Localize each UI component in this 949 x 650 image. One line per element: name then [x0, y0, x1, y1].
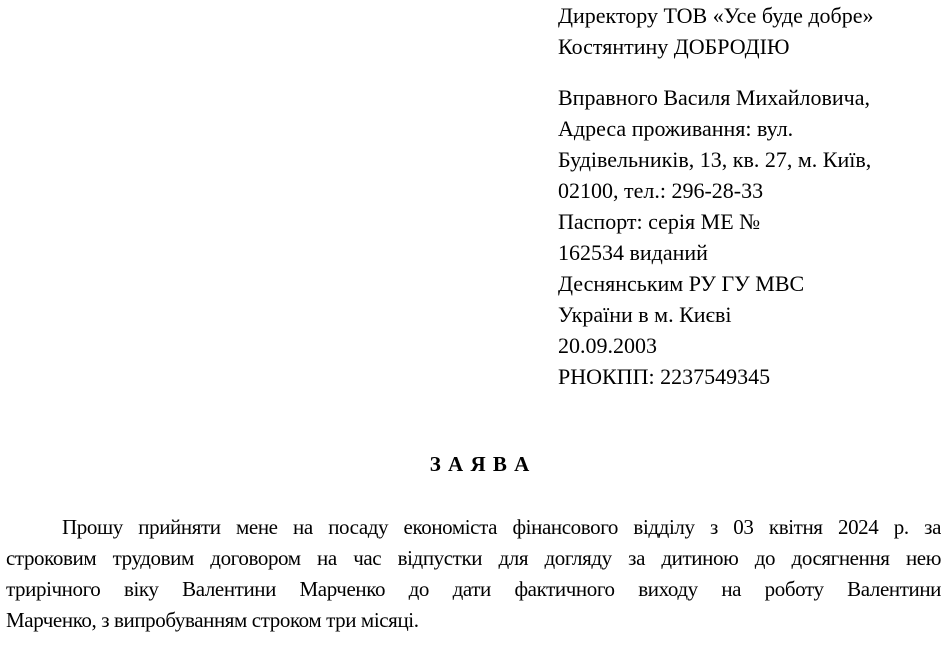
- body-line: Прошу прийняти мене на посаду економіста фінансового відділу з 03 квітня 2024 р. за: [62, 515, 941, 539]
- applicant-line: РНОКПП: 2237549345: [558, 364, 771, 389]
- applicant-line: 20.09.2003: [558, 333, 657, 358]
- address-block: [558, 0, 874, 392]
- document-title: З А Я В А: [429, 452, 531, 476]
- applicant-line: Адреса проживання: вул.: [558, 116, 794, 141]
- recipient-line: Директору ТОВ «Усе буде добре»: [558, 3, 874, 28]
- applicant-line: Будівельників, 13, кв. 27, м. Київ,: [558, 147, 872, 172]
- body-line: Марченко, з випробуванням строком три місяці.: [6, 608, 419, 632]
- application-body: [6, 512, 941, 636]
- applicant-line: 02100, тел.: 296-28-33: [558, 178, 764, 203]
- applicant-line: України в м. Києві: [558, 302, 732, 327]
- recipient-name: Костянтину ДОБРОДІЮ: [558, 34, 790, 59]
- applicant-line: Деснянським РУ ГУ МВС: [558, 271, 805, 296]
- applicant-line: Вправного Василя Михайловича,: [558, 85, 870, 110]
- applicant-line: 162534 виданий: [558, 240, 708, 265]
- applicant-line: Паспорт: серія МЕ №: [558, 209, 761, 234]
- spacer: [558, 62, 874, 82]
- body-line: строковим трудовим договором на час відпустки для догляду за дитиною до досягнення нею: [6, 546, 941, 570]
- body-line: трирічного віку Валентини Марченко до дати фактичного виходу на роботу Валентини: [6, 577, 941, 601]
